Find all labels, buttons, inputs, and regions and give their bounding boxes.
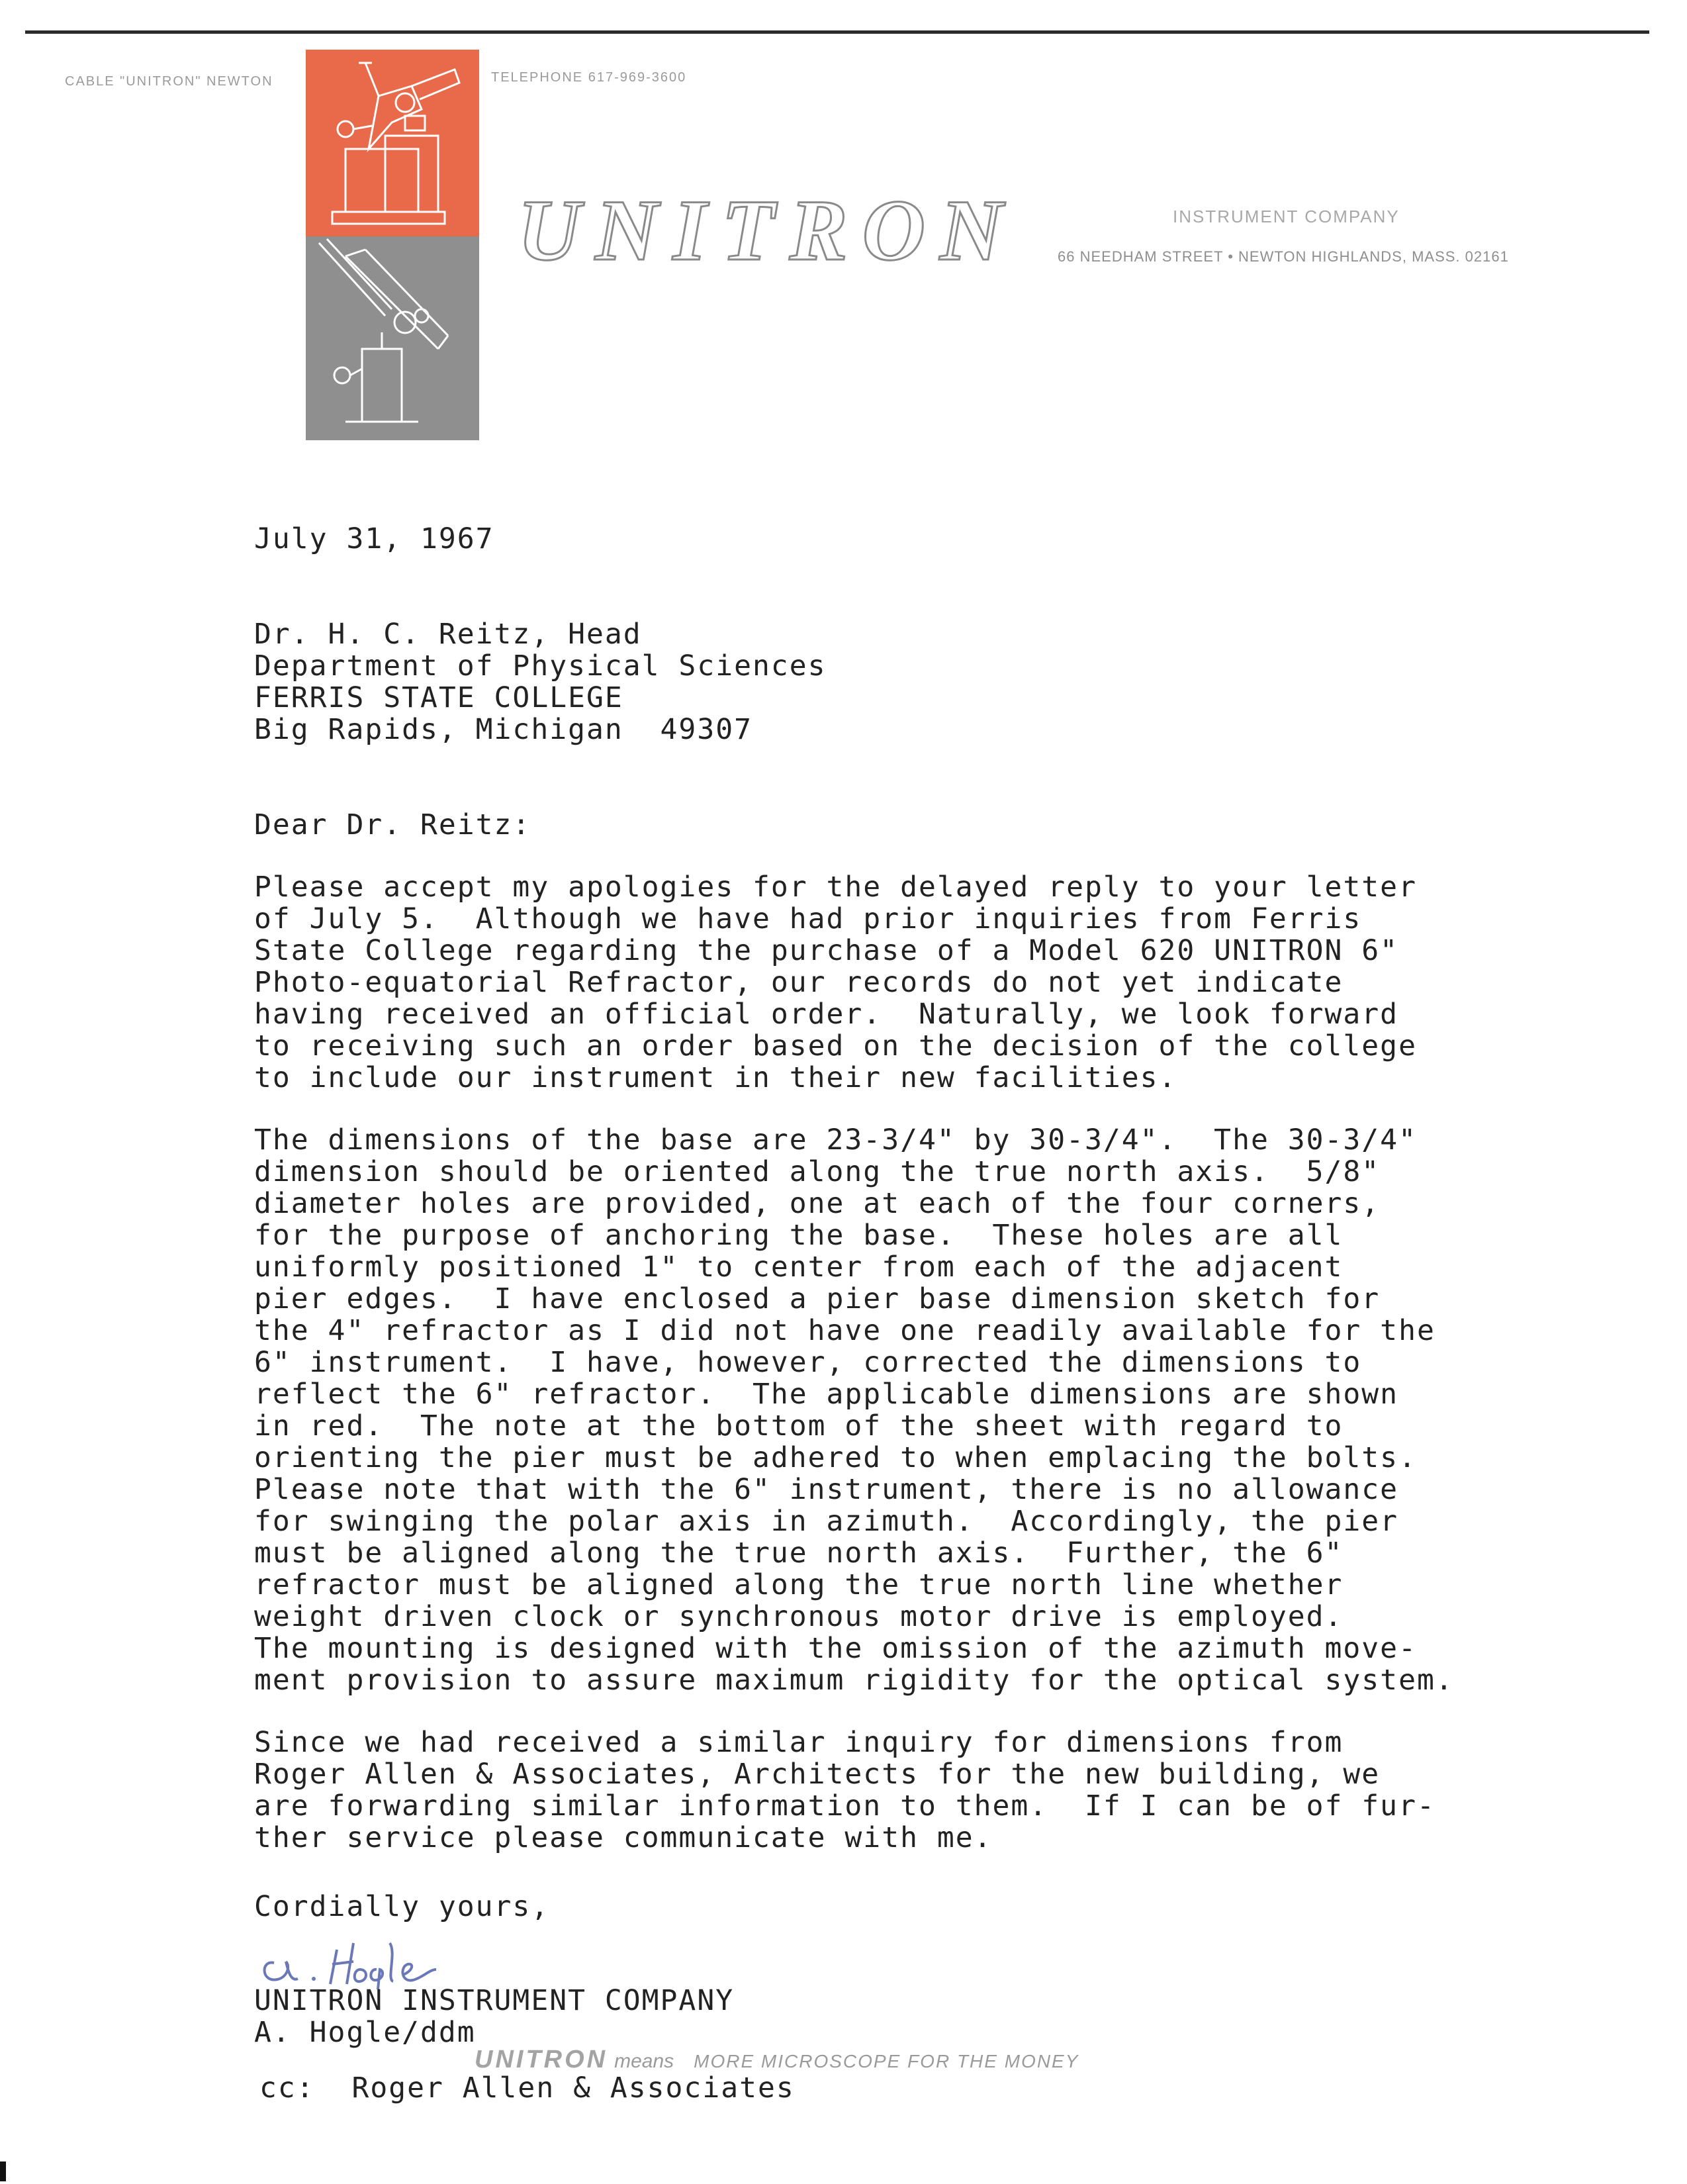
body-line: pier edges. I have enclosed a pier base dimension sketch for [254, 1282, 1381, 1315]
body-line: Please accept my apologies for the delayed reply to your letter [254, 871, 1417, 904]
body-line: diameter holes are provided, one at each of the four corners, [254, 1187, 1381, 1220]
microscope-icon [306, 50, 479, 236]
footer-brand: UNITRON [475, 2046, 608, 2073]
body-line: orienting the pier must be adhered to when emplacing the bolts. [254, 1441, 1417, 1474]
body-line: to receiving such an order based on the decision of the college [254, 1029, 1417, 1063]
body-line: The mounting is designed with the omission of the azimuth move- [254, 1632, 1417, 1665]
body-line: weight driven clock or synchronous motor drive is employed. [254, 1600, 1344, 1633]
body-line: Roger Allen & Associates, Architects for the new building, we [254, 1758, 1381, 1791]
body-line: Photo-equatorial Refractor, our records do not yet indicate [254, 966, 1344, 999]
body-line: in red. The note at the bottom of the sheet with regard to [254, 1409, 1344, 1443]
body-line: must be aligned along the true north axis. Further, the 6" [254, 1537, 1344, 1570]
recipient-line: Dr. H. C. Reitz, Head [254, 618, 642, 651]
letter-date: July 31, 1967 [254, 522, 494, 555]
body-line: to include our instrument in their new facilities. [254, 1061, 1177, 1094]
body-line: Please note that with the 6" instrument, there is no allowance [254, 1473, 1399, 1506]
recipient-line: Department of Physical Sciences [254, 649, 827, 683]
telescope-icon [306, 236, 479, 440]
signature-company: UNITRON INSTRUMENT COMPANY [254, 1984, 735, 2017]
salutation: Dear Dr. Reitz: [254, 808, 531, 841]
body-line: for the purpose of anchoring the base. These holes are all [254, 1219, 1344, 1252]
body-line: for swinging the polar axis in azimuth. Accordingly, the pier [254, 1505, 1399, 1538]
closing: Cordially yours, [254, 1890, 550, 1923]
body-line: are forwarding similar information to them. If I can be of fur- [254, 1789, 1436, 1823]
body-line: State College regarding the purchase of a Model 620 UNITRON 6" [254, 934, 1399, 967]
body-line: uniformly positioned 1" to center from each of the adjacent [254, 1251, 1344, 1284]
body-line: ment provision to assure maximum rigidity for the optical system. [254, 1664, 1454, 1697]
letterhead-logo [306, 50, 479, 440]
signature-initials: A. Hogle/ddm [254, 2016, 476, 2049]
handwritten-signature [254, 1923, 486, 1989]
company-address: 66 NEEDHAM STREET • NEWTON HIGHLANDS, MASS. 02161 [1058, 248, 1509, 265]
company-name: INSTRUMENT COMPANY [1173, 207, 1400, 226]
brand-wordmark: UNITRON [518, 181, 1018, 279]
body-line: dimension should be oriented along the true north axis. 5/8" [254, 1155, 1381, 1188]
recipient-line: Big Rapids, Michigan 49307 [254, 713, 752, 746]
telephone-number: TELEPHONE 617-969-3600 [491, 70, 687, 85]
body-line: of July 5. Although we have had prior inquiries from Ferris [254, 902, 1362, 935]
body-line: ther service please communicate with me. [254, 1821, 993, 1854]
body-line: having received an official order. Naturally, we look forward [254, 998, 1399, 1031]
body-line: refractor must be aligned along the true north line whether [254, 1568, 1344, 1601]
body-line: 6" instrument. I have, however, corrected the dimensions to [254, 1346, 1362, 1379]
body-line: reflect the 6" refractor. The applicable dimensions are shown [254, 1378, 1399, 1411]
footer-slogan [475, 2046, 1079, 2074]
footer-tagline: MORE MICROSCOPE FOR THE MONEY [694, 2051, 1079, 2071]
carbon-copy: cc: Roger Allen & Associates [259, 2071, 795, 2105]
body-line: the 4" refractor as I did not have one readily available for the [254, 1314, 1436, 1347]
body-line: Since we had received a similar inquiry for dimensions from [254, 1726, 1344, 1759]
footer-means: means [614, 2050, 674, 2072]
cable-address: CABLE "UNITRON" NEWTON [65, 74, 273, 89]
scan-edge-mark [0, 2161, 6, 2181]
top-rule [25, 30, 1649, 34]
body-line: The dimensions of the base are 23-3/4" by 30-3/4". The 30-3/4" [254, 1123, 1417, 1157]
recipient-line: FERRIS STATE COLLEGE [254, 681, 623, 714]
